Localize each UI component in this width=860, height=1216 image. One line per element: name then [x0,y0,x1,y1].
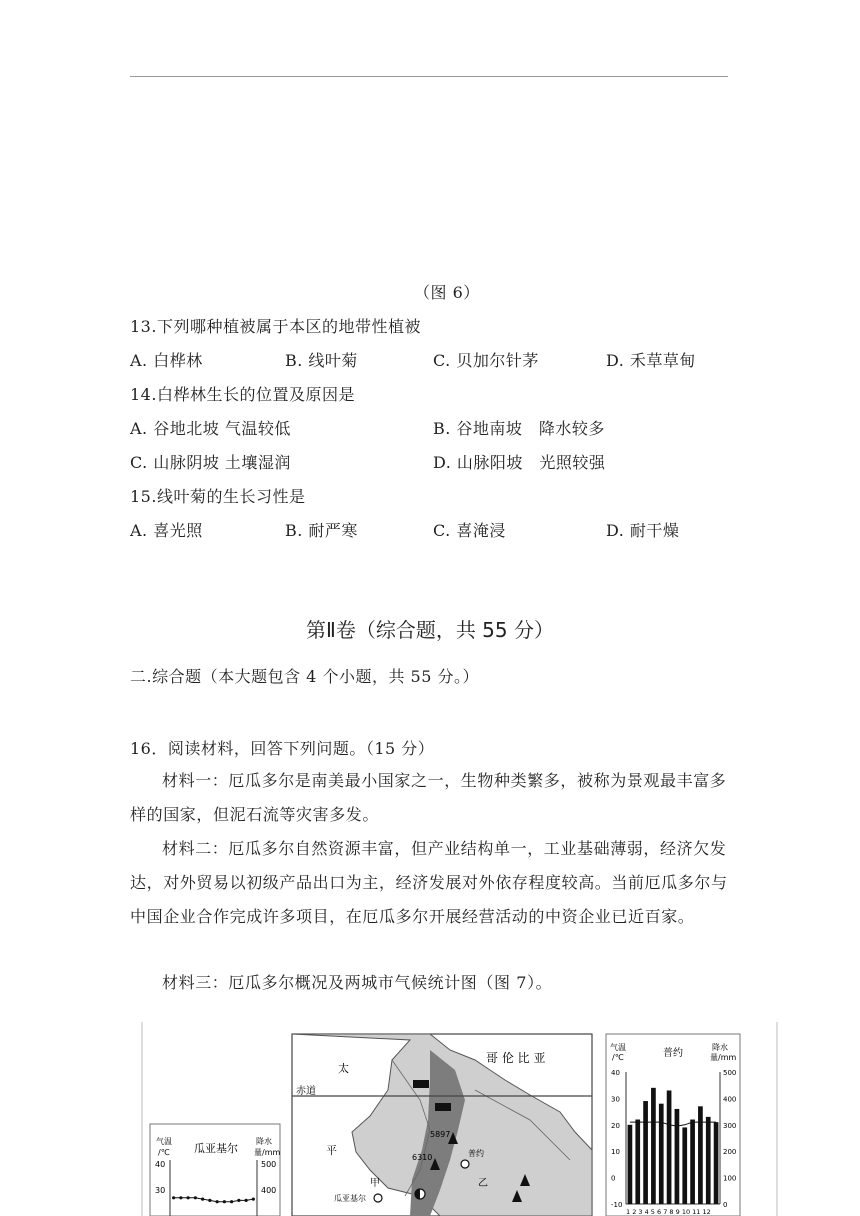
puyo-left-tick: 40 [611,1069,620,1077]
map-label-puyo: 普约 [468,1149,484,1158]
guayaquil-temp-point [201,1198,204,1201]
guayaquil-temp-point [208,1199,211,1202]
puyo-right-tick: 500 [723,1069,737,1077]
section-2-label: 二.综合题 [130,667,202,686]
map-label-jia: 甲 [370,1178,380,1189]
guayaquil-right-unit-1: 降水 [256,1137,272,1146]
puyo-right-tick: 400 [723,1095,737,1104]
guayaquil-climate-chart [150,1124,280,1216]
guayaquil-temp-point [179,1196,182,1199]
guayaquil-temp-point [245,1199,248,1202]
material-2: 材料二：厄瓜多尔自然资源丰富，但产业结构单一，工业基础薄弱，经济欠发达，对外贸易以初级产品出口为主，经济发展对外依存程度较高。当前厄瓜多尔与中国企业合作完成许多项目，在厄瓜多尔开展经营活动的中资企业已近百家。 [130,839,728,926]
puyo-precip-bar [651,1088,656,1204]
puyo-right-unit-2: 量/mm [710,1053,737,1062]
q14-option-a: A. 谷地北坡 气温较低 [130,419,291,438]
puyo-precip-bar [714,1122,719,1204]
q13-option-d: D. 禾草草甸 [606,351,696,370]
puyo-precip-bar [675,1109,680,1204]
question-13-stem: 13.下列哪种植被属于本区的地带性植被 [130,317,421,336]
map-label-colombia: 哥 伦 比 亚 [486,1051,546,1065]
guayaquil-tick-500: 500 [261,1160,277,1169]
puyo-precip-bar [628,1125,633,1204]
section-2-note: （本大题包含 4 个小题，共 55 分。） [201,667,479,686]
q15-option-b: B. 耐严寒 [285,521,358,540]
q15-option-a: A. 喜光照 [130,521,203,540]
puyo-precip-bar [635,1120,640,1204]
puyo-right-tick: 100 [723,1174,737,1183]
material-3: 材料三：厄瓜多尔概况及两城市气候统计图（图 7）。 [162,973,553,992]
mineral-symbol-2 [435,1103,451,1111]
guayaquil-left-unit-2: /℃ [158,1148,170,1157]
puyo-left-unit-1: 气温 [610,1043,626,1052]
figure7 [130,1020,790,1216]
section-2-heading [130,664,479,687]
guayaquil-title: 瓜亚基尔 [194,1142,238,1155]
guayaquil-temp-point [237,1199,240,1202]
q14-option-c: C. 山脉阴坡 土壤湿润 [130,453,291,472]
puyo-right-tick: 0 [723,1201,728,1209]
q14-option-d: D. 山脉阳坡 光照较强 [433,453,606,472]
puyo-left-unit-2: /℃ [612,1053,624,1062]
q15-option-c: C. 喜淹浸 [433,521,506,540]
ecuador-map [292,1034,592,1216]
guayaquil-temp-point [216,1200,219,1203]
figure6-caption: （图 6） [414,283,480,302]
puyo-left-tick: -10 [611,1201,623,1209]
question-15-stem: 15.线叶菊的生长习性是 [130,487,306,506]
puyo-month-labels: 1 2 3 4 5 6 7 8 9 10 11 12 [626,1208,711,1216]
part2-title: 第Ⅱ卷（综合题，共 55 分） [305,618,554,642]
q13-option-c: C. 贝加尔针茅 [433,351,539,370]
question-16-stem: 16．阅读材料，回答下列问题。（15 分） [130,739,435,758]
guayaquil-temp-point [194,1196,197,1199]
q13-option-a: A. 白桦林 [130,351,203,370]
city-marker-icon [461,1160,469,1168]
map-label-guayaquil: 瓜亚基尔 [334,1194,366,1203]
puyo-climate-chart [606,1034,740,1216]
puyo-precip-bar [690,1120,695,1204]
guayaquil-left-unit-1: 气温 [156,1137,172,1146]
guayaquil-temp-point [230,1200,233,1203]
guayaquil-temp-point [223,1200,226,1203]
q14-option-b: B. 谷地南坡 降水较多 [433,419,605,438]
guayaquil-temp-point [172,1196,175,1199]
puyo-precip-bar [706,1117,711,1204]
puyo-precip-bar [659,1104,664,1204]
map-peak-5897: 5897 [430,1130,451,1139]
puyo-precip-bar [682,1127,687,1204]
city-marker-icon [374,1194,382,1202]
puyo-precip-bar [667,1090,672,1204]
guayaquil-tick-30: 30 [155,1186,166,1195]
map-label-pacific-2: 平 [326,1144,337,1157]
material-1: 材料一：厄瓜多尔是南美最小国家之一，生物种类繁多，被称为景观最丰富多样的国家，但泥石流等灾害多发。 [130,771,727,824]
guayaquil-temp-point [187,1196,190,1199]
puyo-left-tick: 20 [611,1121,620,1130]
puyo-title: 普约 [663,1048,683,1059]
puyo-left-tick: 30 [611,1095,620,1104]
question-14-stem: 14.白桦林生长的位置及原因是 [130,385,355,404]
map-label-pacific-1: 太 [338,1062,349,1075]
map-peak-6310: 6310 [412,1153,433,1162]
guayaquil-tick-40: 40 [155,1160,166,1169]
puyo-left-tick: 0 [611,1174,616,1183]
puyo-right-tick: 200 [723,1148,737,1157]
q15-option-d: D. 耐干燥 [606,521,680,540]
map-label-yi: 乙 [478,1178,488,1189]
q13-option-b: B. 线叶菊 [285,351,358,370]
guayaquil-tick-400: 400 [261,1186,277,1195]
puyo-right-tick: 300 [723,1121,737,1130]
header-rule [130,76,728,77]
puyo-left-tick: 10 [611,1148,620,1157]
guayaquil-temp-point [252,1198,255,1201]
puyo-precip-bar [643,1101,648,1204]
map-label-equator: 赤道 [296,1086,316,1097]
guayaquil-right-unit-2: 量/mm [254,1148,281,1157]
puyo-precip-bar [698,1106,703,1204]
mineral-symbol-1 [413,1080,429,1088]
puyo-right-unit-1: 降水 [712,1043,728,1052]
